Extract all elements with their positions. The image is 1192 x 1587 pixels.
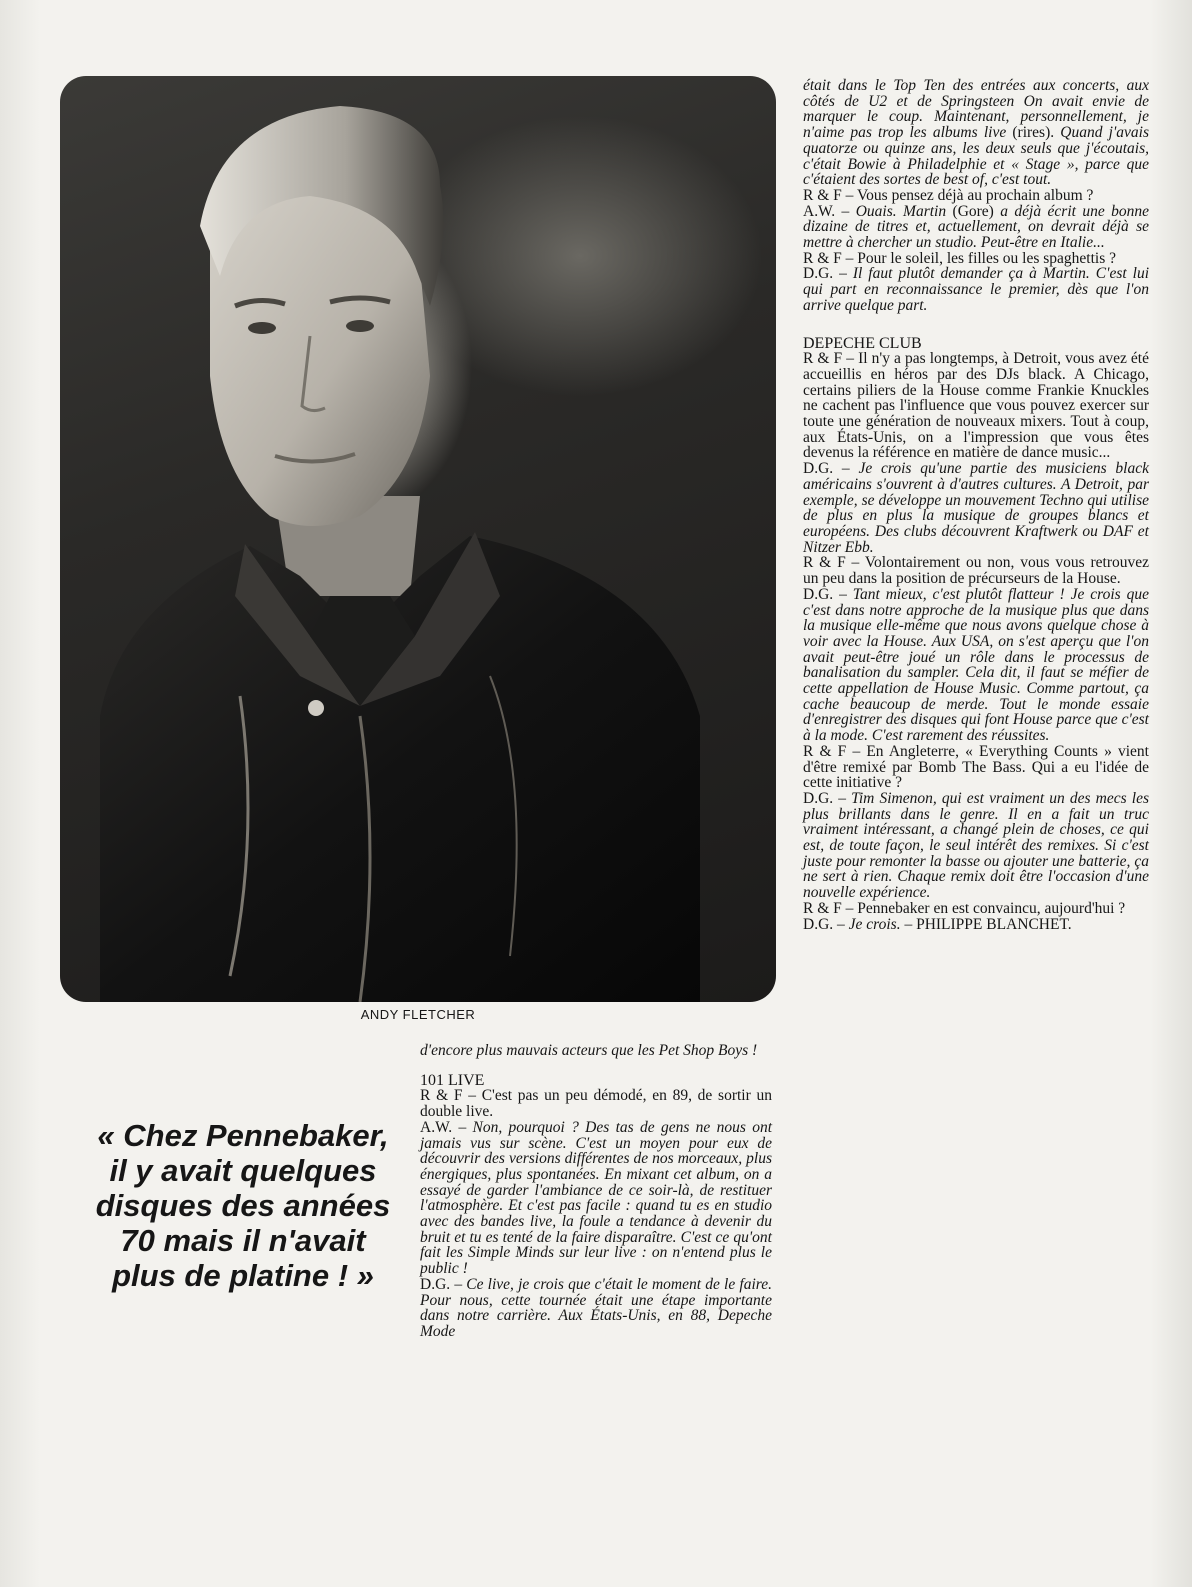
speaker: D.G. –	[420, 1275, 463, 1293]
speaker: D.G. –	[803, 265, 847, 283]
speaker: D.G. –	[803, 460, 850, 478]
article-column-middle	[420, 1043, 772, 1340]
article-column-right	[803, 78, 1149, 932]
answer	[803, 917, 1149, 933]
speaker: D.G. –	[803, 585, 847, 603]
answer	[803, 791, 1149, 901]
answer-aside: (rires).	[1012, 124, 1055, 142]
answer-text: Il faut plutôt demander ça à Martin. C'est lui qui part en reconnaissance le premier, dès que l'on arrive quelque part.	[803, 265, 1150, 314]
answer	[803, 204, 1149, 251]
portrait-illustration	[60, 76, 776, 1002]
answer-text: Tant mieux, c'est plutôt flatteur ! Je crois que c'est dans notre approche de la musique plus que dans la musique elle-même que nous avons quelque chose à voir avec la House. Aux USA, on s'est aperçu que l'on avait peut-être joué un rôle dans le processus de banalisation du sampler. Cela dit, il faut se méfier de cette appellation de House Music. Comme partout, ça cache beaucoup de merde. Tout le monde essaie d'enregistrer des disques qui font House parce que c'est à la mode. C'est rarement des réussites.	[803, 585, 1150, 745]
pull-quote: « Chez Pennebaker, il y avait quelques disques des années 70 mais il n'avait plus de platine ! »	[95, 1118, 391, 1293]
answer-continued	[803, 78, 1149, 188]
question: R & F – Pennebaker en est convaincu, aujourd'hui ?	[803, 899, 1126, 917]
answer	[803, 461, 1149, 555]
question: R & F – Il n'y a pas longtemps, à Detroit, vous avez été accueillis en héros par des DJs black. A Chicago, certains piliers de la House comme Frankie Knuckles ne cachent pas l'influence que vous pouvez exercer sur toute une génération de nouveaux mixers. Tout à coup, aux États-Unis, on a l'impression que vous êtes devenus la référence en matière de dance music...	[803, 350, 1149, 462]
question: R & F – Volontairement ou non, vous vous retrouvez un peu dans la position de précurseurs de la House.	[803, 554, 1149, 588]
speaker: D.G. –	[803, 789, 846, 807]
photo-caption: ANDY FLETCHER	[360, 1007, 476, 1022]
answer-text: Quand j'avais quatorze ou quinze ans, les deux seuls que j'écoutais, c'était Bowie à Philadelphie et « Stage », parce que c'étaient des sortes de best of, c'est tout.	[803, 124, 1149, 189]
answer	[803, 587, 1149, 744]
question: R & F – Pour le soleil, les filles ou les spaghettis ?	[803, 249, 1116, 267]
answer-text: Je crois qu'une partie des musiciens black américains s'ouvrent à d'autres cultures. A Detroit, par exemple, se développe un mouvement Techno qui utilise de plus en plus la musique de groupes blancs et européens. Des clubs découvrent Kraftwerk ou DAF et Nitzer Ebb.	[803, 460, 1150, 556]
answer-text: Tim Simenon, qui est vraiment un des mecs les plus brillants dans le genre. Il en a fait un truc vraiment intéressant, a changé plein de choses, ce qui est, de toute façon, le seul intérêt des remixes. Si c'est juste pour remonter la basse ou ajouter une batterie, ça ne sert à rien. Chaque remix doit être l'occasion d'une nouvelle expérience.	[803, 789, 1149, 902]
answer	[420, 1277, 772, 1340]
author-signature: – PHILIPPE BLANCHET.	[904, 915, 1072, 933]
speaker: A.W. –	[420, 1118, 467, 1136]
question: R & F – C'est pas un peu démodé, en 89, de sortir un double live.	[420, 1087, 772, 1121]
question: R & F – Vous pensez déjà au prochain album ?	[803, 186, 1094, 204]
speaker: A.W. –	[803, 202, 850, 220]
paragraph-continued: d'encore plus mauvais acteurs que les Pet Shop Boys !	[420, 1042, 758, 1059]
answer	[803, 266, 1149, 313]
answer-aside: (Gore)	[952, 202, 994, 220]
answer-text: Ce live, je crois que c'était le moment de le faire. Pour nous, cette tournée était une étape importante dans notre carrière. Aux États-Unis, en 88, Depeche Mode	[420, 1275, 772, 1340]
answer	[420, 1120, 772, 1277]
section-heading-depeche-club: DEPECHE CLUB	[803, 334, 922, 352]
speaker: D.G. –	[803, 915, 845, 933]
answer-text: était dans le Top Ten des entrées aux concerts, aux côtés de U2 et de Springsteen On avait envie de marquer le coup. Maintenant, personnellement, je n'aime pas trop les albums	[803, 77, 1149, 142]
answer-text-live: live	[983, 124, 1007, 142]
answer-text: a déjà écrit une bonne dizaine de titres et, actuellement, on devrait déjà se mettre à chercher un studio. Peut-être en Italie...	[803, 202, 1150, 252]
answer-text: Ouais. Martin	[855, 202, 947, 220]
answer-text: Je crois.	[848, 915, 901, 933]
section-heading-101-live: 101 LIVE	[420, 1071, 485, 1089]
portrait-photo	[60, 76, 776, 1002]
answer-text: Non, pourquoi ? Des tas de gens ne nous ont jamais vus sur scène. C'est un moyen pour eux de découvrir des versions différentes de nos morceaux, plus énergiques, plus spontanées. En mixant cet album, on a essayé de garder l'ambiance de ce soir-là, de restituer l'atmosphère. Et c'est pas facile : quand tu es en studio avec des bandes live, la foule a tendance à devenir du bruit et tu es tenté de la faire disparaître. C'est ce qu'ont fait les Simple Minds sur leur live : on n'entend plus le public !	[420, 1118, 772, 1278]
question: R & F – En Angleterre, « Everything Counts » vient d'être remixé par Bomb The Bass. Qui a eu l'idée de cette initiative ?	[803, 742, 1149, 792]
